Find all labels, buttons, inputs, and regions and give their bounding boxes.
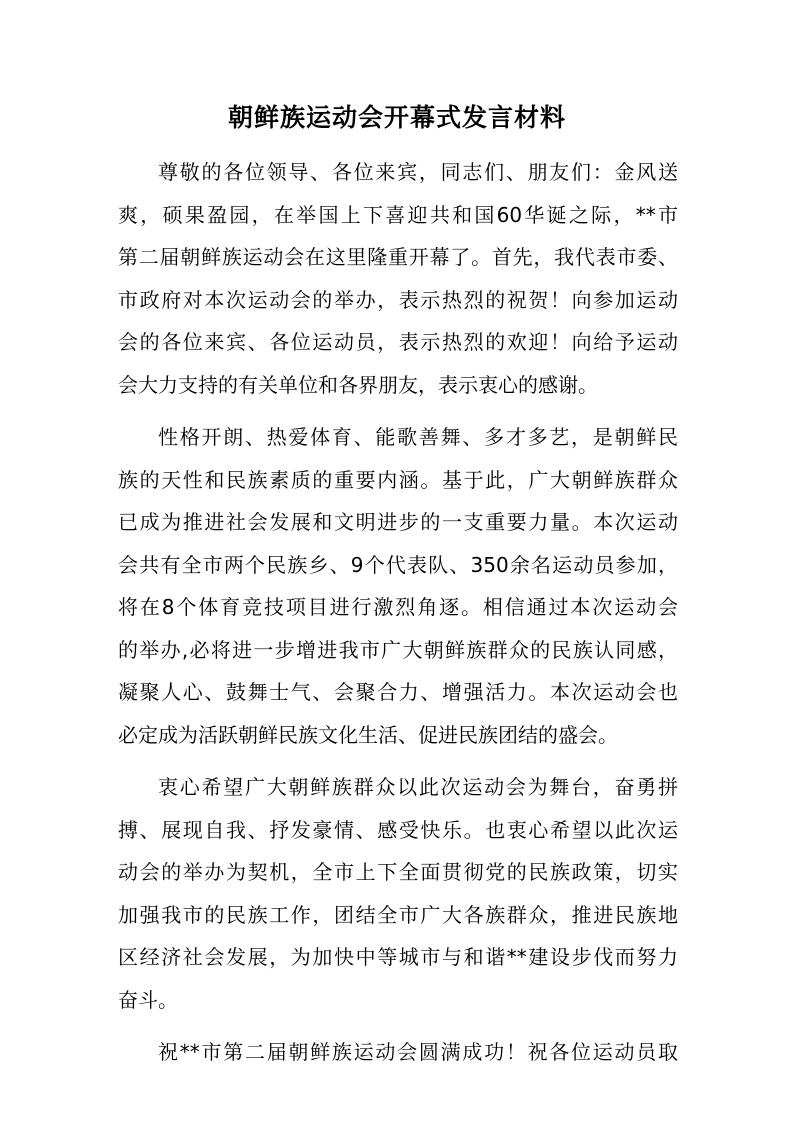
paragraph-line: 祝**市第二届朝鲜族运动会圆满成功！祝各位运动员取: [158, 1040, 678, 1064]
paragraph-line: 会共有全市两个民族乡、9个代表队、350余名运动员参加，: [118, 552, 678, 577]
paragraph-line: 性格开朗、热爱体育、能歌善舞、多才多艺，是朝鲜民: [158, 425, 678, 449]
paragraph-3: [118, 766, 678, 1021]
document-body: [118, 151, 678, 1084]
paragraph-line: 市政府对本次运动会的举办，表示热烈的祝贺！向参加运动: [118, 287, 678, 312]
paragraph-line: 将在8个体育竞技项目进行激烈角逐。相信通过本次运动会: [118, 595, 678, 619]
document-title: 朝鲜族运动会开幕式发言材料: [227, 103, 566, 132]
paragraph-line: 奋斗。: [118, 987, 178, 1012]
paragraph-line: 凝聚人心、鼓舞士气、会聚合力、增强活力。本次运动会也: [118, 680, 678, 704]
paragraph-line: 动会的举办为契机，全市上下全面贯彻党的民族政策，切实: [118, 860, 678, 884]
paragraph-2: [118, 416, 678, 756]
paragraph-line: 的举办,必将进一步增进我市广大朝鲜族群众的民族认同感，: [118, 637, 678, 662]
paragraph-line: 族的天性和民族素质的重要内涵。基于此，广大朝鲜族群众: [118, 467, 678, 492]
paragraph-line: 爽，硕果盈园，在举国上下喜迎共和国60华诞之际，**市: [118, 202, 678, 227]
paragraph-line: 已成为推进社会发展和文明进步的一支重要力量。本次运动: [118, 510, 678, 534]
paragraph-line: 第二届朝鲜族运动会在这里隆重开幕了。首先，我代表市委、: [118, 245, 678, 269]
paragraph-line: 加强我市的民族工作，团结全市广大各族群众，推进民族地: [118, 902, 678, 927]
paragraph-line: 必定成为活跃朝鲜民族文化生活、促进民族团结的盛会。: [118, 722, 618, 747]
paragraph-line: 会的各位来宾、各位运动员，表示热烈的欢迎！向给予运动: [118, 330, 678, 354]
paragraph-line: 衷心希望广大朝鲜族群众以此次运动会为舞台，奋勇拼: [158, 775, 678, 799]
paragraph-4: [118, 1031, 678, 1074]
paragraph-line: 搏、展现自我、抒发豪情、感受快乐。也衷心希望以此次运: [118, 817, 678, 842]
paragraph-1: [118, 151, 678, 406]
paragraph-line: 区经济社会发展，为加快中等城市与和谐**建设步伐而努力: [118, 945, 678, 969]
paragraph-line: 会大力支持的有关单位和各界朋友，表示衷心的感谢。: [118, 372, 598, 397]
paragraph-line: 尊敬的各位领导、各位来宾，同志们、朋友们：金风送: [158, 160, 678, 184]
